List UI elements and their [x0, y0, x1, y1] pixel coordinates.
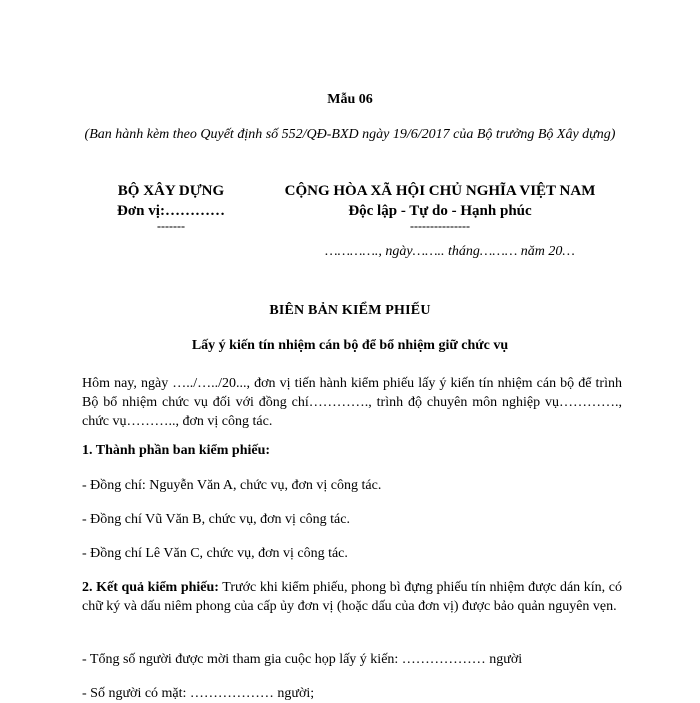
- form-number: Mẫu 06: [327, 92, 373, 107]
- left-divider: -------: [157, 219, 185, 233]
- right-divider: ---------------: [410, 219, 470, 233]
- intro-paragraph: Hôm nay, ngày …../…../20..., đơn vị tiến hành kiểm phiếu lấy ý kiến tín nhiệm cán bộ để trình Bộ bổ nhiệm chức vụ đối với đồng chí…………., trình độ chuyên môn nghiệp vụ…………., chức vụ……….., đơn vị công tác.: [82, 376, 622, 429]
- unit-line: Đơn vị:…………: [117, 203, 225, 219]
- header-left: [96, 181, 246, 231]
- country-name: CỘNG HÒA XÃ HỘI CHỦ NGHĨA VIỆT NAM: [284, 183, 596, 199]
- result-line: - Số người có mặt: ……………… người;: [82, 686, 315, 701]
- document-subtitle: Lấy ý kiến tín nhiệm cán bộ để bổ nhiệm giữ chức vụ: [191, 338, 509, 353]
- member-item: - Đồng chí: Nguyễn Văn A, chức vụ, đơn vị công tác.: [82, 478, 382, 493]
- section1-heading: 1. Thành phần ban kiểm phiếu:: [82, 443, 271, 458]
- member-item: - Đồng chí Lê Văn C, chức vụ, đơn vị công tác.: [82, 546, 348, 561]
- issued-note: (Ban hành kèm theo Quyết định số 552/QĐ-BXD ngày 19/6/2017 của Bộ trưởng Bộ Xây dựng): [84, 127, 616, 142]
- member-item: - Đồng chí Vũ Văn B, chức vụ, đơn vị công tác.: [82, 512, 350, 527]
- motto: Độc lập - Tự do - Hạnh phúc: [348, 203, 532, 219]
- ministry-name: BỘ XÂY DỰNG: [117, 183, 225, 199]
- section2-heading: 2. Kết quả kiểm phiếu:: [82, 580, 219, 595]
- section2-paragraph: [82, 578, 622, 616]
- document-title: BIÊN BẢN KIỂM PHIẾU: [269, 303, 431, 318]
- section2-text: Trước khi kiểm phiếu, phong bì đựng phiếu tín nhiệm được dán kín, có chữ ký và dấu niêm phong của cấp ủy đơn vị (hoặc dấu của đơn vị) được bảo quản nguyên vẹn.: [82, 580, 622, 614]
- date-line: …………., ngày…….. tháng……… năm 20…: [325, 244, 575, 259]
- result-line: - Tổng số người được mời tham gia cuộc họp lấy ý kiến: ……………… người: [82, 652, 523, 667]
- header-right: [250, 181, 630, 231]
